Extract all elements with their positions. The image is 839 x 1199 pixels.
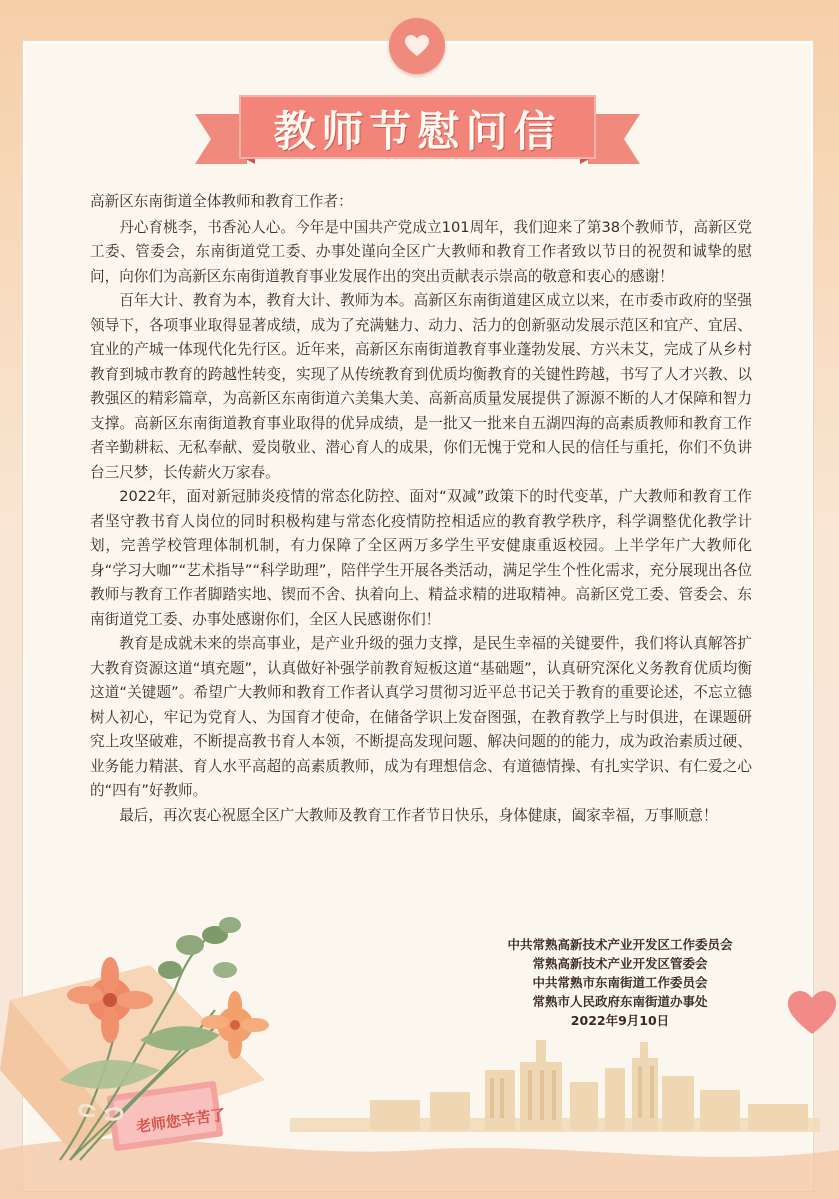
signature-line-4: 常熟市人民政府东南街道办事处 bbox=[532, 994, 708, 1009]
salutation: 高新区东南街道全体教师和教育工作者： bbox=[90, 193, 353, 210]
card-label: 老师您辛苦了 bbox=[135, 1105, 227, 1137]
heart-decoration-icon bbox=[786, 988, 839, 1038]
signature-line-3: 中共常熟市东南街道工作委员会 bbox=[532, 975, 708, 990]
signature-date: 2022年9月10日 bbox=[570, 1013, 670, 1028]
paragraph-5: 最后，再次衷心祝愿全区广大教师及教育工作者节日快乐，身体健康，阖家幸福，万事顺意！ bbox=[119, 806, 718, 824]
paragraph-1: 丹心育桃李，书香沁人心。今年是中国共产党成立101周年，我们迎来了第38个教师节，高新区党工委、管委会，东南街道党工委、办事处谨向全区广大教师和教育工作者致以节日的祝贺和诚挚的慰问，向你们为高新区东南街道教育事业发展作出的突出贡献表示崇高的敬意和衷心的感谢！ bbox=[90, 218, 752, 285]
page-title: 教师节慰问信 bbox=[273, 107, 562, 156]
signature-line-2: 常熟高新技术产业开发区管委会 bbox=[532, 956, 708, 971]
signature-line-1: 中共常熟高新技术产业开发区工作委员会 bbox=[507, 937, 733, 952]
paragraph-4: 教育是成就未来的崇高事业，是产业升级的强力支撑，是民生幸福的关键要件，我们将认真解答扩大教育资源这道“填充题”，认真做好补强学前教育短板这道“基础题”，认真研究深化义务教育优质均衡这道“关键题”。希望广大教师和教育工作者认真学习贯彻习近平总书记关于教育的重要论述，不忘立德树人初心，牢记为党育人、为国育才使命，在储备学识上发奋图强，在教育教学上与时俱进，在课题研究上攻坚破难，不断提高教书育人本领，不断提高发现问题、解决问题的的能力，成为政治素质过硬、业务能力精湛、育人水平高超的高素质教师，成为有理想信念、有道德情操、有扎实学识、有仁爱之心的“四有”好教师。 bbox=[90, 635, 752, 799]
paragraph-2: 百年大计、教育为本，教育大计、教师为本。高新区东南街道建区成立以来，在市委市政府的坚强领导下，各项事业取得显著成绩，成为了充满魅力、动力、活力的创新驱动发展示范区和宜产、宜居、宜业的产城一体现代化先行区。近年来，高新区东南街道教育事业蓬勃发展、方兴未艾，完成了从乡村教育到城市教育的跨越性转变，实现了从传统教育到优质均衡教育的关键性跨越，书写了人才兴教、以教强区的精彩篇章，为高新区东南街道六美集大美、高新高质量发展提供了源源不断的人才保障和智力支撑。高新区东南街道教育事业取得的优异成绩，是一批又一批来自五湖四海的高素质教师和教育工作者辛勤耕耘、无私奉献、爱岗敬业、潜心育人的成果，你们无愧于党和人民的信任与重托，你们不负讲台三尺梦，长传薪火万家春。 bbox=[90, 292, 752, 481]
paragraph-3: 2022年，面对新冠肺炎疫情的常态化防控、面对“双减”政策下的时代变革，广大教师和教育工作者坚守教书育人岗位的同时积极构建与常态化疫情防控相适应的教育教学秩序，科学调整优化教学计划，完善学校管理体制机制，有力保障了全区两万多学生平安健康重返校园。上半学年广大教师化身“学习大咖”“艺术指导”“科学助理”，陪伴学生开展各类活动，满足学生个性化需求，充分展现出各位教师与教育工作者脚踏实地、锲而不舍、执着向上、精益求精的进取精神。高新区党工委、管委会、东南街道党工委、办事处感谢你们，全区人民感谢你们！ bbox=[90, 488, 752, 628]
